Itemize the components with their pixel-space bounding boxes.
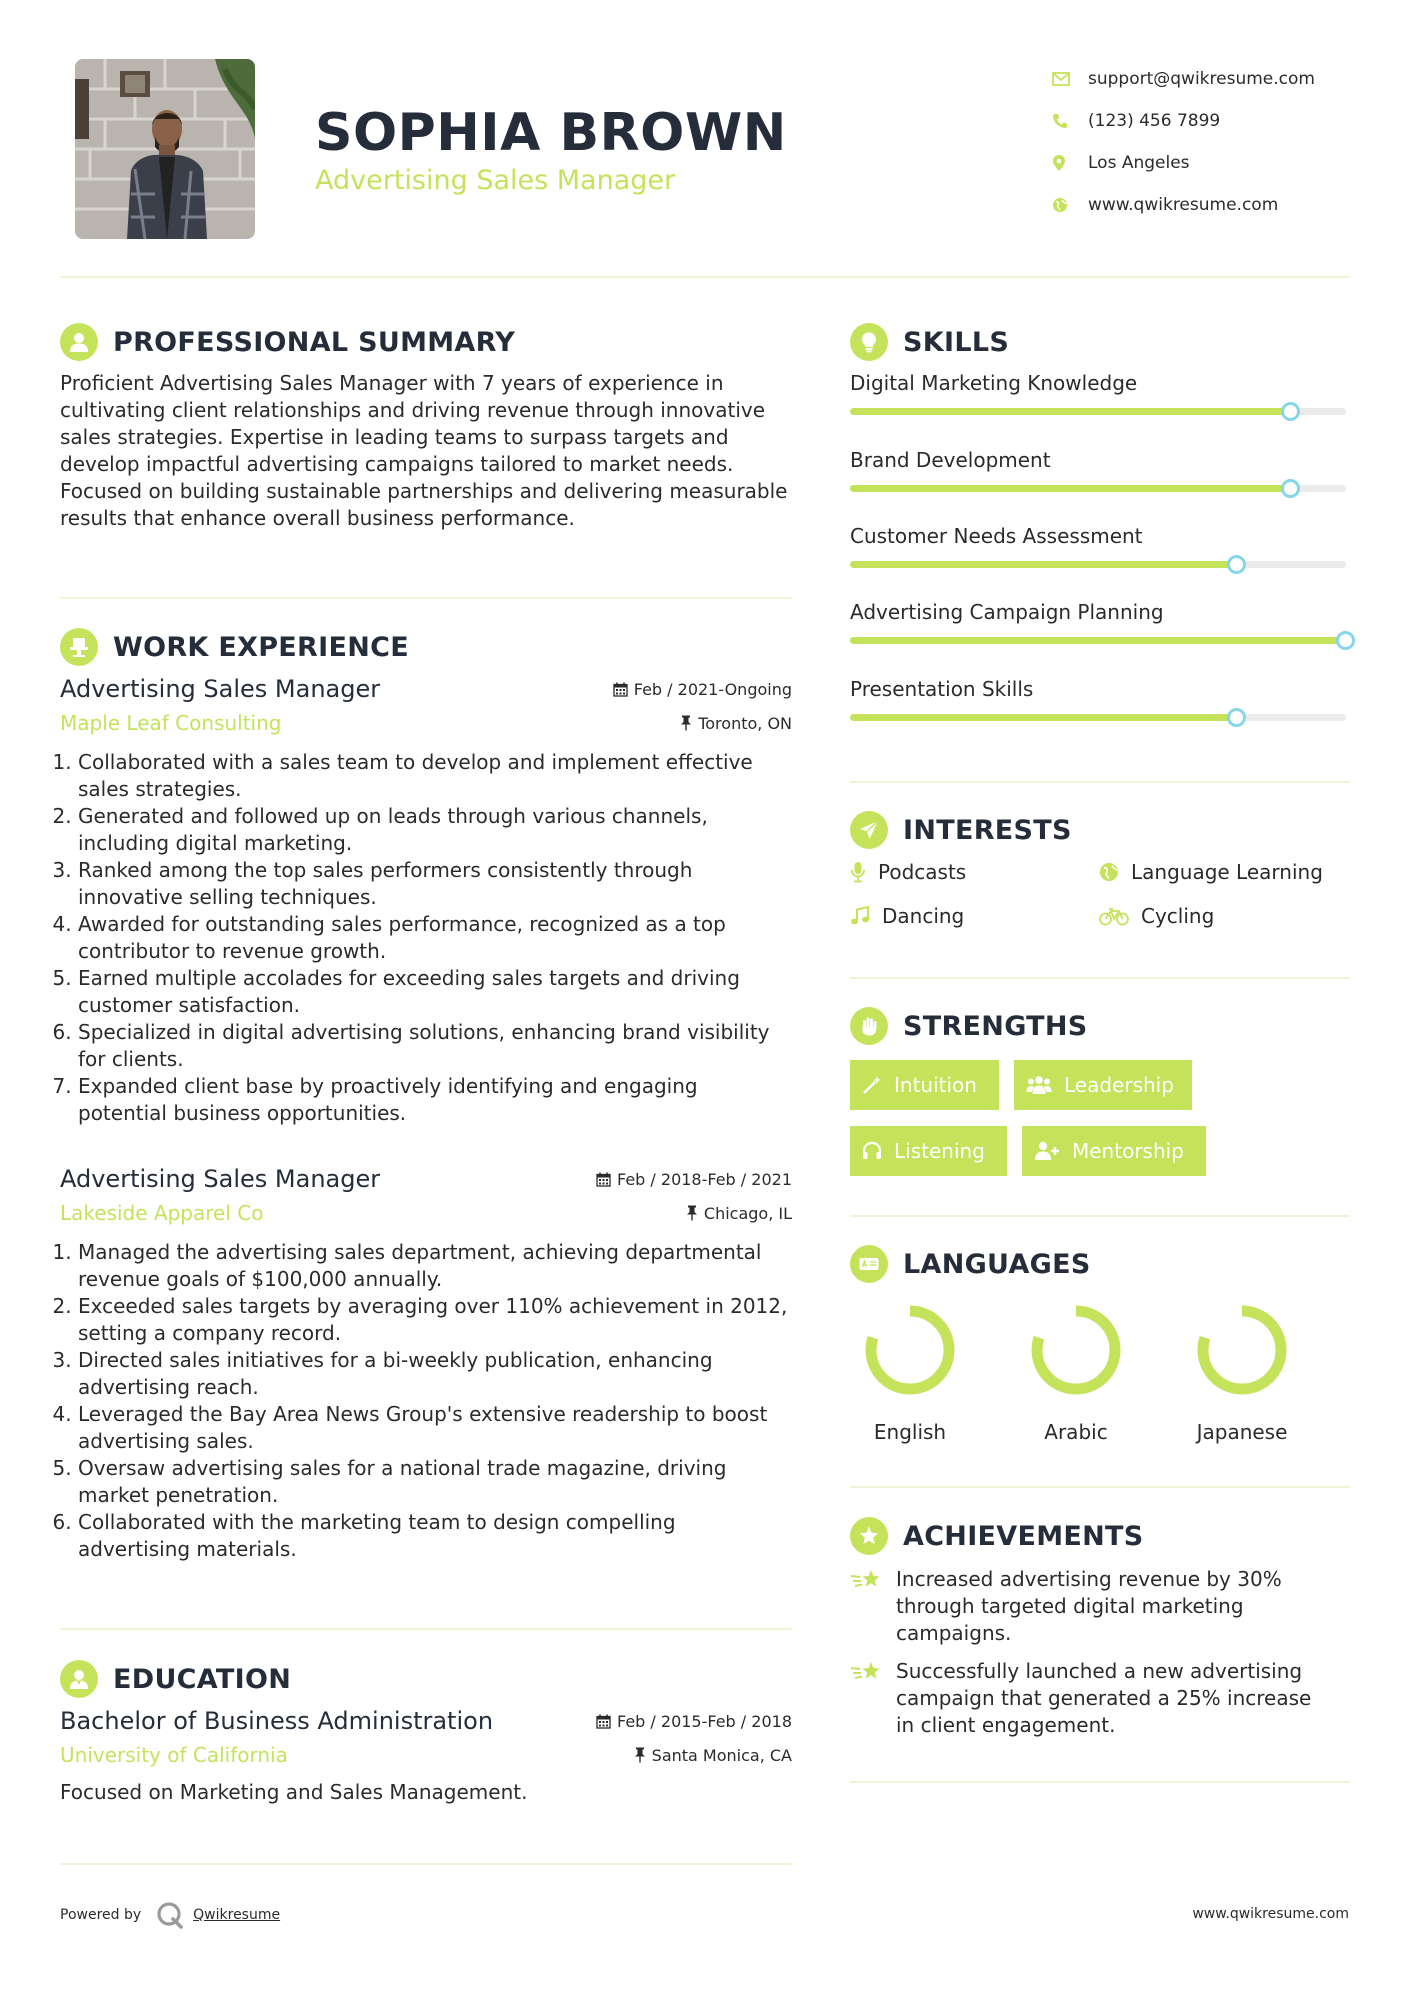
education-section bbox=[60, 1659, 792, 1699]
strength-chip bbox=[850, 1060, 999, 1110]
skill-bar-knob bbox=[1227, 708, 1246, 727]
skill-bar-fill bbox=[850, 485, 1291, 492]
job-location: Toronto, ON bbox=[680, 714, 792, 733]
skill-item bbox=[850, 524, 1355, 548]
summary-heading: PROFESSIONAL SUMMARY bbox=[113, 326, 516, 358]
language-ring bbox=[860, 1300, 960, 1400]
skill-name: Brand Development bbox=[850, 448, 1051, 472]
achievement-text: Increased advertising revenue by 30% through targeted digital marketing campaigns. bbox=[896, 1567, 1282, 1645]
school-name: University of California bbox=[60, 1743, 288, 1767]
degree-title: Bachelor of Business Administration bbox=[60, 1707, 494, 1735]
interest-item bbox=[1099, 860, 1323, 884]
list-item: 3. Directed sales initiatives for a bi-weekly publication, enhancing advertising reach. bbox=[78, 1347, 792, 1401]
briefcase-icon bbox=[60, 628, 98, 666]
contact-email[interactable] bbox=[1052, 58, 1372, 100]
list-item: 7. Expanded client base by proactively identifying and engaging potential business opportunities. bbox=[78, 1073, 792, 1127]
skill-item bbox=[850, 371, 1355, 395]
skill-bar bbox=[850, 561, 1346, 568]
job-company: Maple Leaf Consulting bbox=[60, 711, 282, 735]
skill-bar-knob bbox=[1336, 631, 1355, 650]
group-icon bbox=[1026, 1075, 1052, 1095]
interests-heading: INTERESTS bbox=[903, 814, 1072, 846]
headphones-icon bbox=[862, 1141, 882, 1161]
language-ring-arc bbox=[871, 1311, 949, 1389]
contact-list bbox=[1052, 58, 1372, 226]
interest-item bbox=[850, 904, 964, 928]
job-entry-2 bbox=[60, 1165, 792, 1563]
job-bullet-list bbox=[60, 1239, 792, 1563]
contact-phone[interactable] bbox=[1052, 100, 1372, 142]
music-note-icon bbox=[850, 906, 870, 926]
achievement-text: Successfully launched a new advertising campaign that generated a 25% increase in client engagement. bbox=[896, 1659, 1312, 1737]
user-icon bbox=[60, 323, 98, 361]
microphone-icon bbox=[850, 861, 866, 883]
language-ring bbox=[1026, 1300, 1126, 1400]
list-item: 6. Collaborated with the marketing team to design compelling advertising materials. bbox=[78, 1509, 792, 1563]
list-item: 5. Earned multiple accolades for exceeding sales targets and driving customer satisfaction. bbox=[78, 965, 792, 1019]
language-name: Japanese bbox=[1196, 1420, 1288, 1444]
skill-bar bbox=[850, 485, 1346, 492]
experience-heading: WORK EXPERIENCE bbox=[113, 631, 409, 663]
interest-label: Cycling bbox=[1141, 904, 1215, 928]
experience-section bbox=[60, 627, 792, 667]
pushpin-icon bbox=[680, 715, 692, 731]
job-date: Feb / 2018-Feb / 2021 bbox=[596, 1170, 792, 1189]
candidate-title: Advertising Sales Manager bbox=[315, 165, 676, 196]
list-item: 1. Managed the advertising sales department, achieving departmental revenue goals of $100,000 annually. bbox=[78, 1239, 792, 1293]
language-name: Arabic bbox=[1044, 1420, 1108, 1444]
list-item: 6. Specialized in digital advertising solutions, enhancing brand visibility for clients. bbox=[78, 1019, 792, 1073]
summary-text: Proficient Advertising Sales Manager with 7 years of experience in cultivating client relationships and driving revenue through innovative sales strategies. Expertise in leading teams to surpass targets and develop impactful advertising campaigns tailored to market needs. Focused on building sustainable partnerships and delivering measurable results that enhance overall business performance. bbox=[60, 371, 788, 530]
star-badge-icon bbox=[850, 1517, 888, 1555]
list-item: 2. Generated and followed up on leads through various channels, including digital marketing. bbox=[78, 803, 792, 857]
hand-icon bbox=[850, 1007, 888, 1045]
list-item: 1. Collaborated with a sales team to develop and implement effective sales strategies. bbox=[78, 749, 792, 803]
strength-label: Leadership bbox=[1064, 1073, 1174, 1097]
skill-name: Advertising Campaign Planning bbox=[850, 600, 1164, 624]
languages-heading: LANGUAGES bbox=[903, 1248, 1091, 1280]
interests-divider bbox=[850, 977, 1350, 979]
languages-divider bbox=[850, 1486, 1350, 1488]
phone-icon bbox=[1052, 113, 1088, 129]
skill-bar-fill bbox=[850, 714, 1237, 721]
profile-photo bbox=[75, 59, 255, 239]
calendar-icon bbox=[596, 1172, 611, 1187]
experience-divider bbox=[60, 1628, 792, 1630]
contact-website[interactable] bbox=[1052, 184, 1372, 226]
job-title: Advertising Sales Manager bbox=[60, 675, 381, 703]
language-item bbox=[1182, 1300, 1302, 1444]
strength-chip bbox=[850, 1126, 1007, 1176]
globe-icon bbox=[1099, 862, 1119, 882]
skill-bar bbox=[850, 408, 1346, 415]
achievement-item bbox=[850, 1658, 1330, 1739]
language-item bbox=[850, 1300, 970, 1444]
job-date: Feb / 2021-Ongoing bbox=[613, 680, 792, 699]
interest-item bbox=[1099, 904, 1214, 928]
language-name: English bbox=[873, 1420, 947, 1444]
strength-chip bbox=[1014, 1060, 1192, 1110]
skills-section bbox=[850, 322, 1355, 362]
calendar-icon bbox=[596, 1714, 611, 1729]
achievement-item bbox=[850, 1566, 1330, 1647]
skill-name: Digital Marketing Knowledge bbox=[850, 371, 1138, 395]
job-bullet-list bbox=[60, 749, 792, 1127]
interest-label: Dancing bbox=[882, 904, 965, 928]
contact-location bbox=[1052, 142, 1372, 184]
skill-bar-knob bbox=[1281, 479, 1300, 498]
skill-item bbox=[850, 600, 1355, 624]
strengths-section bbox=[850, 1006, 1355, 1046]
contact-website-text: www.qwikresume.com bbox=[1088, 195, 1279, 215]
skill-bar-fill bbox=[850, 408, 1291, 415]
education-description: Focused on Marketing and Sales Management. bbox=[60, 1780, 528, 1804]
calendar-icon bbox=[613, 682, 628, 697]
map-pin-icon bbox=[1052, 154, 1088, 172]
footer-url[interactable]: www.qwikresume.com bbox=[1192, 1906, 1349, 1922]
pushpin-icon bbox=[634, 1747, 646, 1763]
education-date: Feb / 2015-Feb / 2018 bbox=[596, 1712, 792, 1731]
list-item: 3. Ranked among the top sales performers consistently through innovative selling techniques. bbox=[78, 857, 792, 911]
achievements-section bbox=[850, 1516, 1355, 1556]
candidate-name: SOPHIA BROWN bbox=[315, 103, 787, 163]
skill-bar-fill bbox=[850, 561, 1237, 568]
education-divider bbox=[60, 1863, 792, 1865]
shooting-star-icon bbox=[850, 1566, 896, 1647]
graduate-icon bbox=[60, 1660, 98, 1698]
strength-label: Listening bbox=[894, 1139, 985, 1163]
education-location: Santa Monica, CA bbox=[634, 1746, 792, 1765]
interest-label: Podcasts bbox=[878, 860, 967, 884]
interest-label: Language Learning bbox=[1131, 860, 1323, 884]
bicycle-icon bbox=[1099, 906, 1129, 926]
language-ring-arc bbox=[1037, 1311, 1115, 1389]
skill-name: Presentation Skills bbox=[850, 677, 1034, 701]
magic-wand-icon bbox=[862, 1075, 882, 1095]
contact-email-text: support@qwikresume.com bbox=[1088, 69, 1315, 89]
powered-by-text: Powered by bbox=[60, 1907, 142, 1923]
footer-powered-by bbox=[60, 1900, 280, 1930]
interests-section bbox=[850, 810, 1355, 850]
job-company: Lakeside Apparel Co bbox=[60, 1201, 264, 1225]
strengths-heading: STRENGTHS bbox=[903, 1010, 1088, 1042]
contact-location-text: Los Angeles bbox=[1088, 153, 1190, 173]
lightbulb-icon bbox=[850, 323, 888, 361]
skill-item bbox=[850, 448, 1355, 472]
paper-plane-icon bbox=[850, 811, 888, 849]
list-item: 5. Oversaw advertising sales for a national trade magazine, driving market penetration. bbox=[78, 1455, 792, 1509]
skill-bar-knob bbox=[1227, 555, 1246, 574]
skills-heading: SKILLS bbox=[903, 326, 1010, 358]
skill-bar bbox=[850, 637, 1346, 644]
contact-phone-text: (123) 456 7899 bbox=[1088, 111, 1221, 131]
skill-bar-fill bbox=[850, 637, 1346, 644]
job-location: Chicago, IL bbox=[686, 1204, 792, 1223]
list-item: 4. Leveraged the Bay Area News Group's extensive readership to boost advertising sales. bbox=[78, 1401, 792, 1455]
skill-bar-knob bbox=[1281, 402, 1300, 421]
language-ring-arc bbox=[1203, 1311, 1281, 1389]
education-entry bbox=[60, 1707, 792, 1806]
skill-bar bbox=[850, 714, 1346, 721]
strength-label: Intuition bbox=[894, 1073, 977, 1097]
job-title: Advertising Sales Manager bbox=[60, 1165, 381, 1193]
summary-section bbox=[60, 322, 792, 532]
globe-icon bbox=[1052, 197, 1088, 213]
add-user-icon bbox=[1034, 1141, 1060, 1161]
language-icon bbox=[850, 1245, 888, 1283]
achievements-divider bbox=[850, 1781, 1350, 1783]
header-divider bbox=[60, 276, 1350, 278]
language-item bbox=[1016, 1300, 1136, 1444]
strength-label: Mentorship bbox=[1072, 1139, 1184, 1163]
shooting-star-icon bbox=[850, 1658, 896, 1739]
list-item: 2. Exceeded sales targets by averaging over 110% achievement in 2012, setting a company record. bbox=[78, 1293, 792, 1347]
skill-name: Customer Needs Assessment bbox=[850, 524, 1143, 548]
languages-section bbox=[850, 1244, 1355, 1284]
skill-item bbox=[850, 677, 1355, 701]
education-heading: EDUCATION bbox=[113, 1663, 292, 1695]
achievements-heading: ACHIEVEMENTS bbox=[903, 1520, 1144, 1552]
strengths-divider bbox=[850, 1215, 1350, 1217]
strength-chip bbox=[1022, 1126, 1206, 1176]
pushpin-icon bbox=[686, 1205, 698, 1221]
interest-item bbox=[850, 860, 966, 884]
skills-divider bbox=[850, 781, 1350, 783]
qwikresume-logo-icon bbox=[155, 1900, 185, 1930]
qwikresume-link[interactable]: Qwikresume bbox=[193, 1907, 281, 1923]
language-ring bbox=[1192, 1300, 1292, 1400]
job-entry-1 bbox=[60, 675, 792, 1127]
list-item: 4. Awarded for outstanding sales performance, recognized as a top contributor to revenue growth. bbox=[78, 911, 792, 965]
mail-icon bbox=[1052, 72, 1088, 86]
summary-divider bbox=[60, 597, 792, 599]
